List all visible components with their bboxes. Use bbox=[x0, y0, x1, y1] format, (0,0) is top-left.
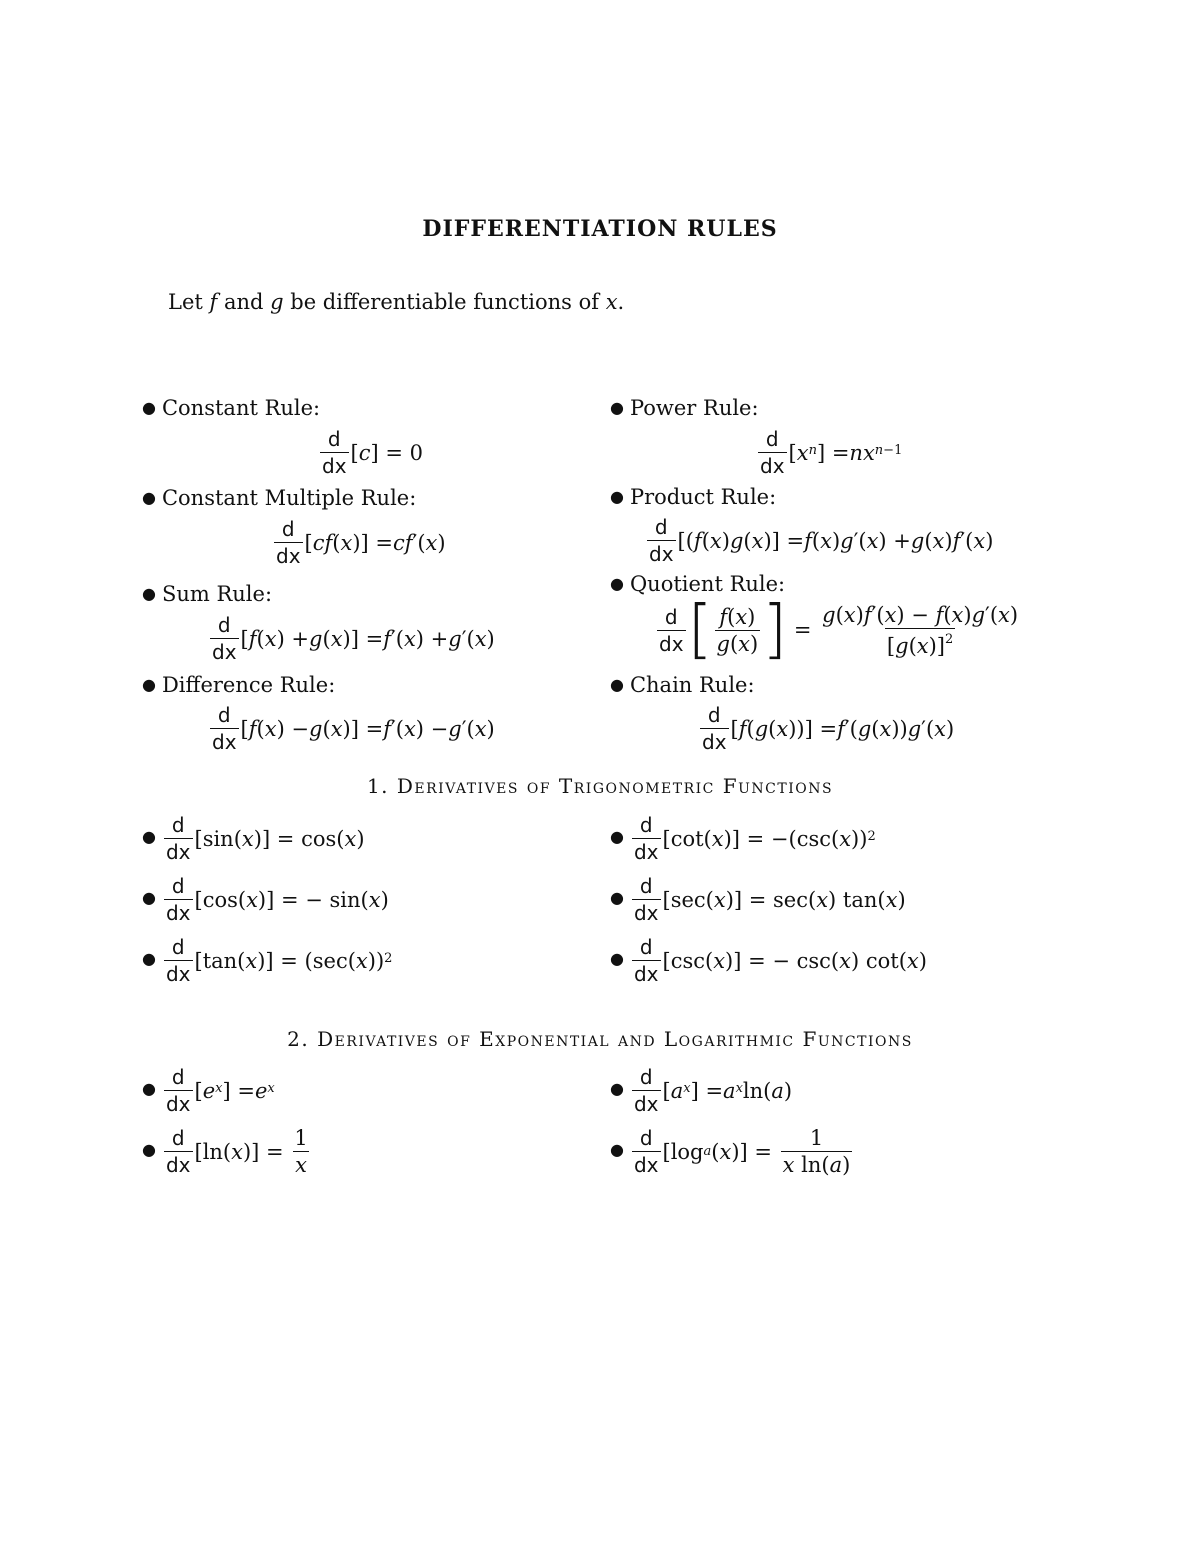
constant-multiple-rule-formula: $\frac{d}{dx}$ [ cf ( x )] = cf ′( x ) bbox=[276, 517, 446, 568]
bullet-icon: ● bbox=[142, 398, 156, 417]
bullet-icon: ● bbox=[610, 827, 624, 846]
explog-section-heading: 2. Derivatives of Exponential and Logarithmic Functions bbox=[287, 1027, 913, 1051]
explog-item-ax: ● $\frac{d}{dx}$ [ a $^x$ ] = a $^x$ ln( a ) bbox=[610, 1065, 793, 1116]
constant-rule-formula: $\frac{d}{dx}$ [ c ] = 0 bbox=[322, 427, 423, 478]
trig-section-heading: 1. Derivatives of Trigonometric Functions bbox=[366, 774, 834, 798]
bullet-icon: ● bbox=[142, 949, 156, 968]
explog-item-exp: ● $\frac{d}{dx}$ [ e $^x$ ] = e $^x$ bbox=[142, 1065, 275, 1116]
difference-rule-label: ● Difference Rule: bbox=[142, 673, 336, 697]
bullet-icon: ● bbox=[142, 1140, 156, 1159]
bullet-icon: ● bbox=[610, 574, 624, 593]
bullet-icon: ● bbox=[610, 487, 624, 506]
chain-rule-label: ● Chain Rule: bbox=[610, 673, 755, 697]
trig-item-sin: ● $\frac{d}{dx}$ [sin( x )] = cos( x ) bbox=[142, 813, 365, 864]
bullet-icon: ● bbox=[610, 1079, 624, 1098]
trig-item-cot: ● $\frac{d}{dx}$ [cot( x )] = −(csc( x )) $^2$ bbox=[610, 813, 876, 864]
bullet-icon: ● bbox=[610, 1140, 624, 1159]
quotient-rule-formula: $\frac{d}{dx}$ [ $\frac{f(x)}{g(x)}$ ] = $\frac{g(x)f'(x) - f(x)g'(x)}{[g(x)]^2}$ bbox=[659, 593, 1019, 667]
power-rule-label: ● Power Rule: bbox=[610, 396, 759, 420]
bullet-icon: ● bbox=[610, 888, 624, 907]
bullet-icon: ● bbox=[142, 488, 156, 507]
bullet-icon: ● bbox=[142, 584, 156, 603]
product-rule-formula: $\frac{d}{dx}$ [( f ( x ) g ( x )] = f ( x ) g ′( x ) + g ( x ) f ′( x ) bbox=[649, 515, 994, 566]
bullet-icon: ● bbox=[142, 1079, 156, 1098]
constant-rule-label: ● Constant Rule: bbox=[142, 396, 321, 420]
quotient-rule-label: ● Quotient Rule: bbox=[610, 572, 786, 596]
product-rule-label: ● Product Rule: bbox=[610, 485, 777, 509]
difference-rule-formula: $\frac{d}{dx}$ [ f ( x ) − g ( x )] = f ′( x ) − g ′( x ) bbox=[212, 703, 495, 754]
bullet-icon: ● bbox=[142, 827, 156, 846]
constant-multiple-rule-label: ● Constant Multiple Rule: bbox=[142, 486, 417, 510]
intro-text: Let f and g be differentiable functions of x. bbox=[168, 290, 625, 314]
sum-rule-label: ● Sum Rule: bbox=[142, 582, 273, 606]
power-rule-formula: $\frac{d}{dx}$ [ x $^n$ ] = nx $^{n -1}$ bbox=[760, 427, 903, 478]
sum-rule-formula: $\frac{d}{dx}$ [ f ( x ) + g ( x )] = f ′( x ) + g ′( x ) bbox=[212, 613, 495, 664]
trig-item-tan: ● $\frac{d}{dx}$ [tan( x )] = (sec( x )) $^2$ bbox=[142, 935, 393, 986]
chain-rule-formula: $\frac{d}{dx}$ [ f ( g ( x ))] = f ′( g ( x )) g ′( x ) bbox=[702, 703, 955, 754]
bullet-icon: ● bbox=[142, 675, 156, 694]
trig-item-cos: ● $\frac{d}{dx}$ [cos( x )] = − sin( x ) bbox=[142, 874, 389, 925]
page-title: DIFFERENTIATION RULES bbox=[422, 216, 778, 242]
bullet-icon: ● bbox=[142, 888, 156, 907]
trig-item-csc: ● $\frac{d}{dx}$ [csc( x )] = − csc( x ) cot( x ) bbox=[610, 935, 927, 986]
bullet-icon: ● bbox=[610, 675, 624, 694]
explog-item-loga: ● $\frac{d}{dx}$ [log a ( x )] = $\frac{1}{\text{x ln(a)}}$ bbox=[610, 1126, 851, 1177]
explog-item-ln: ● $\frac{d}{dx}$ [ln( x )] = $\frac{1}{x}$ bbox=[142, 1126, 308, 1177]
bullet-icon: ● bbox=[610, 949, 624, 968]
bullet-icon: ● bbox=[610, 398, 624, 417]
trig-item-sec: ● $\frac{d}{dx}$ [sec( x )] = sec( x ) tan( x ) bbox=[610, 874, 906, 925]
